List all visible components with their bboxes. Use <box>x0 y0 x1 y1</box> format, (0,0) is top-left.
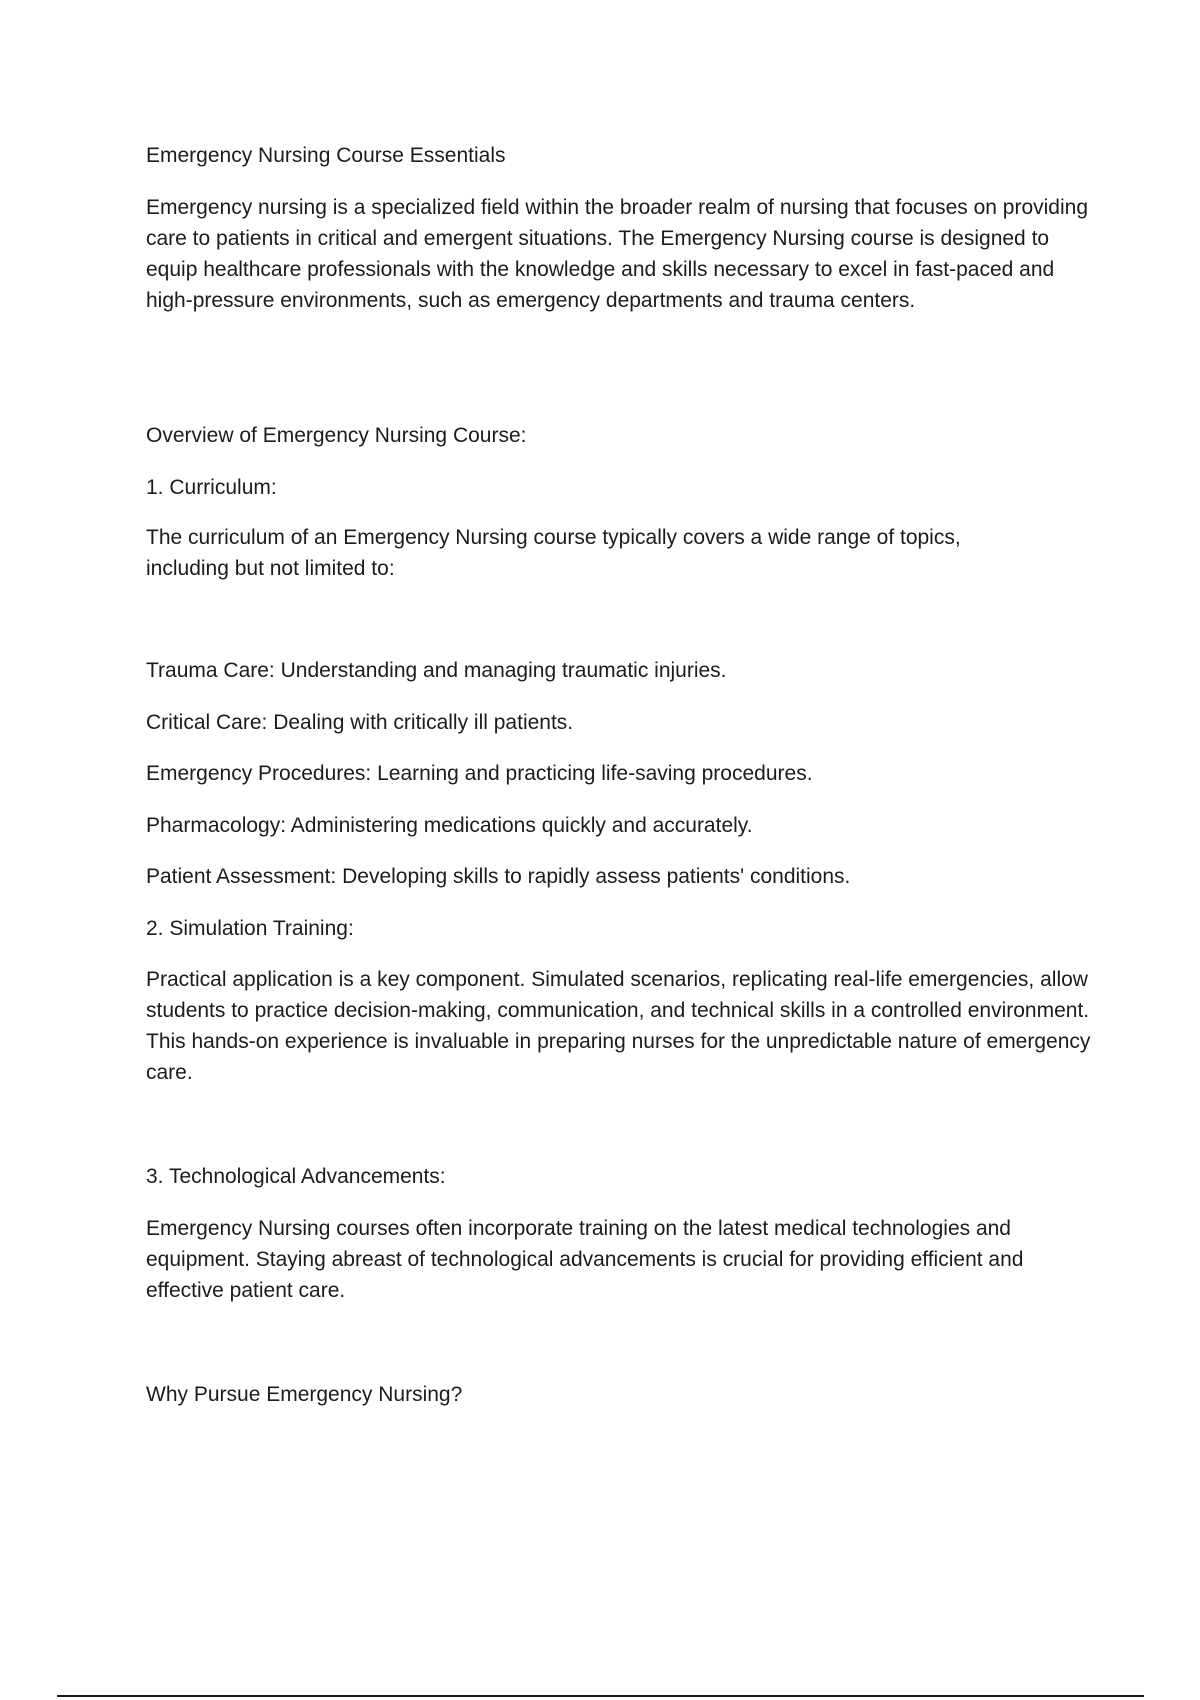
page-bottom-divider <box>57 1695 1144 1697</box>
curriculum-heading: 1. Curriculum: <box>146 476 277 499</box>
curriculum-body: The curriculum of an Emergency Nursing course typically covers a wide range of topics, including but not limited to: <box>146 526 961 580</box>
technology-body: Emergency Nursing courses often incorporate training on the latest medical technologies and equipment. Staying abreast of technological advancements is crucial for providing efficient and effective patient care. <box>146 1217 1024 1302</box>
overview-heading: Overview of Emergency Nursing Course: <box>146 424 527 447</box>
intro-paragraph: Emergency nursing is a specialized field within the broader realm of nursing that focuses on providing care to patients in critical and emergent situations. The Emergency Nursing course is designed to equip healthcare professionals with the knowledge and skills necessary to excel in fast-paced and high-pressure environments, such as emergency departments and trauma centers. <box>146 196 1089 312</box>
simulation-body: Practical application is a key component. Simulated scenarios, replicating real-life emergencies, allow students to practice decision-making, communication, and technical skills in a controlled environment. This hands-on experience is invaluable in preparing nurses for the unpredictable nature of emergency care. <box>146 968 1091 1084</box>
why-heading: Why Pursue Emergency Nursing? <box>146 1383 463 1406</box>
curriculum-item: Pharmacology: Administering medications quickly and accurately. <box>146 814 753 837</box>
technology-heading: 3. Technological Advancements: <box>146 1165 446 1188</box>
curriculum-item: Emergency Procedures: Learning and practicing life-saving procedures. <box>146 762 813 785</box>
simulation-heading: 2. Simulation Training: <box>146 917 354 940</box>
curriculum-item: Critical Care: Dealing with critically ill patients. <box>146 711 574 734</box>
document-title: Emergency Nursing Course Essentials <box>146 144 506 167</box>
curriculum-item: Trauma Care: Understanding and managing traumatic injuries. <box>146 659 727 682</box>
curriculum-item: Patient Assessment: Developing skills to rapidly assess patients' conditions. <box>146 865 851 888</box>
